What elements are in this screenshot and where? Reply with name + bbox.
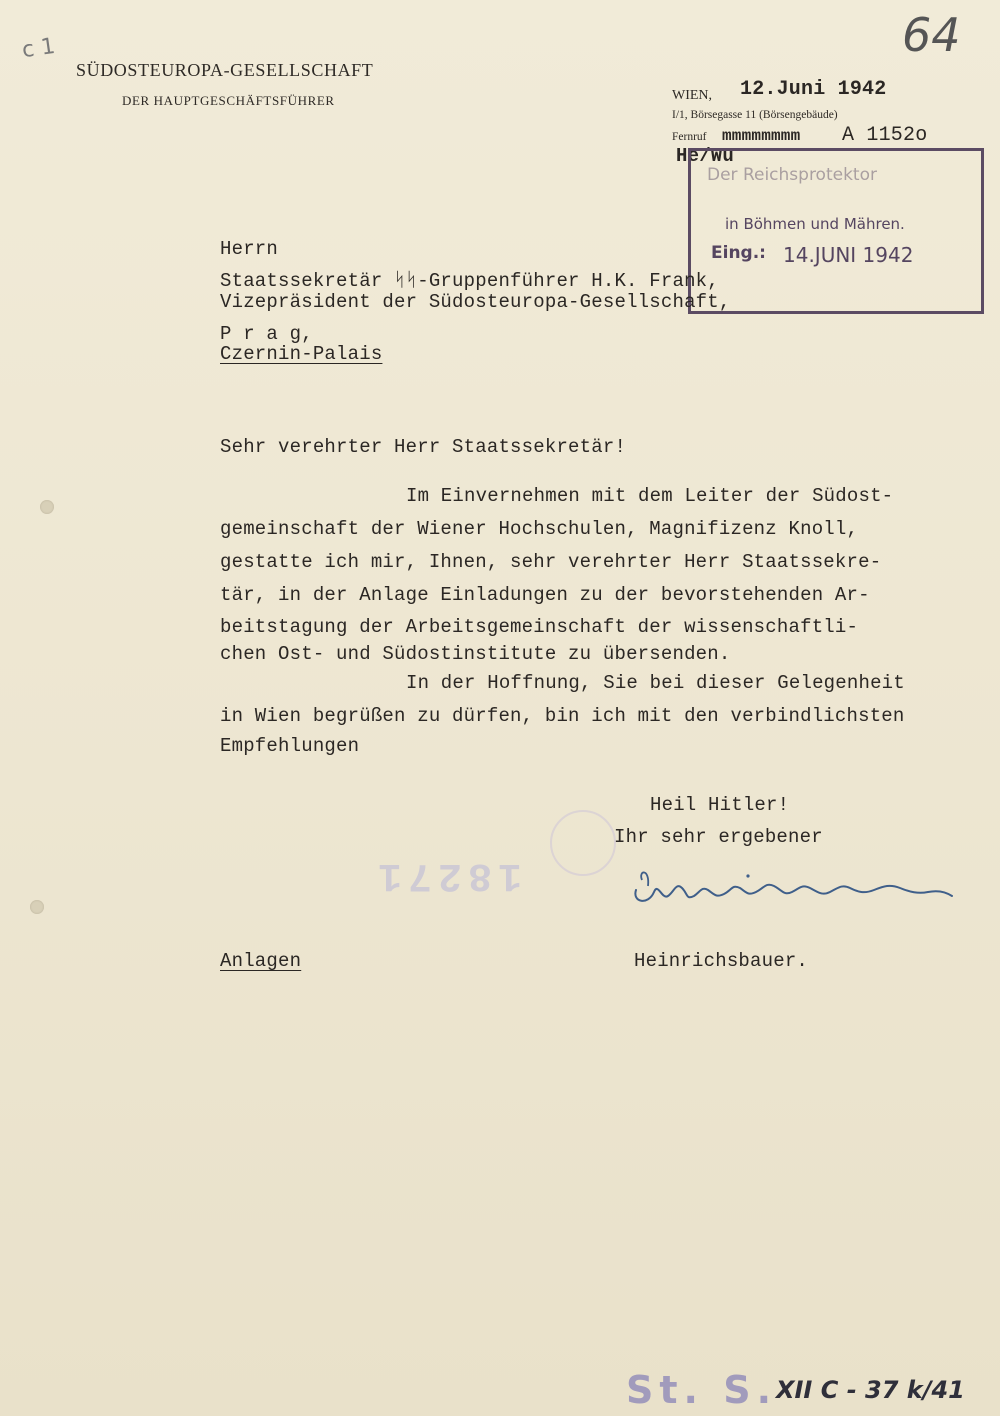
closing-salute: Heil Hitler! xyxy=(650,794,790,816)
greeting: Sehr verehrter Herr Staatssekretär! xyxy=(220,436,627,458)
paragraph-1-line: gestatte ich mir, Ihnen, sehr verehrter Herr Staatssekre- xyxy=(220,551,882,573)
footer-archive-stamp: St. S. xyxy=(626,1368,778,1412)
enclosures-label: Anlagen xyxy=(220,950,302,972)
stamp-line-1: Der Reichsprotektor xyxy=(707,165,877,185)
handwritten-signature xyxy=(628,862,958,914)
stamp-eing-label: Eing.: xyxy=(711,243,766,263)
paragraph-2-line: In der Hoffnung, Sie bei dieser Gelegenheit xyxy=(406,672,905,694)
stamp-eing-date: 14.JUNI 1942 xyxy=(783,243,914,267)
paragraph-1-line: tär, in der Anlage Einladungen zu der bevorstehenden Ar- xyxy=(220,584,870,606)
phone-label: Fernruf xyxy=(672,131,707,143)
paragraph-1-line: gemeinschaft der Wiener Hochschulen, Magnifizenz Knoll, xyxy=(220,518,859,540)
faint-archive-number: 18271 xyxy=(372,852,523,897)
dateline-city: WIEN, xyxy=(672,88,713,103)
address-line: I/1, Börsegasse 11 (Börsengebäude) xyxy=(672,109,838,121)
recipient-salutation: Herrn xyxy=(220,238,279,260)
recipient-city: P r a g, xyxy=(220,323,313,345)
reference-code: He/Wu xyxy=(676,145,735,167)
punch-hole xyxy=(40,500,54,514)
footer-archive-ref: XII C - 37 k/41 xyxy=(776,1376,965,1404)
phone-struck: mmmmmmmm xyxy=(722,127,801,145)
page-number: 64 xyxy=(902,8,961,62)
recipient-street: Czernin-Palais xyxy=(220,343,383,365)
stamp-line-2: in Böhmen und Mähren. xyxy=(725,215,905,233)
punch-hole xyxy=(30,900,44,914)
letter-date: 12.Juni 1942 xyxy=(740,78,887,101)
closing-phrase: Ihr sehr ergebener xyxy=(614,826,823,848)
received-stamp xyxy=(688,148,984,314)
paragraph-2-line: in Wien begrüßen zu dürfen, bin ich mit den verbindlichsten xyxy=(220,705,905,727)
recipient-line-1: Staatssekretär ᛋᛋ-Gruppenführer H.K. Frank, xyxy=(220,270,719,292)
paragraph-2-line: Empfehlungen xyxy=(220,735,360,757)
recipient-line-2: Vizepräsident der Südosteuropa-Gesellschaft, xyxy=(220,291,731,313)
faint-round-stamp xyxy=(550,810,616,876)
paragraph-1-line: Im Einvernehmen mit dem Leiter der Südost- xyxy=(406,485,894,507)
paragraph-1-line: chen Ost- und Südostinstitute zu übersenden. xyxy=(220,643,731,665)
org-name: SÜDOSTEUROPA-GESELLSCHAFT xyxy=(76,60,374,80)
phone-number: A 1152o xyxy=(842,124,928,147)
paragraph-1-line: beitstagung der Arbeitsgemeinschaft der wissenschaftli- xyxy=(220,616,859,638)
margin-mark: c 1 xyxy=(20,33,57,64)
org-role: DER HAUPTGESCHÄFTSFÜHRER xyxy=(122,93,335,108)
signer-name: Heinrichsbauer. xyxy=(634,950,809,972)
